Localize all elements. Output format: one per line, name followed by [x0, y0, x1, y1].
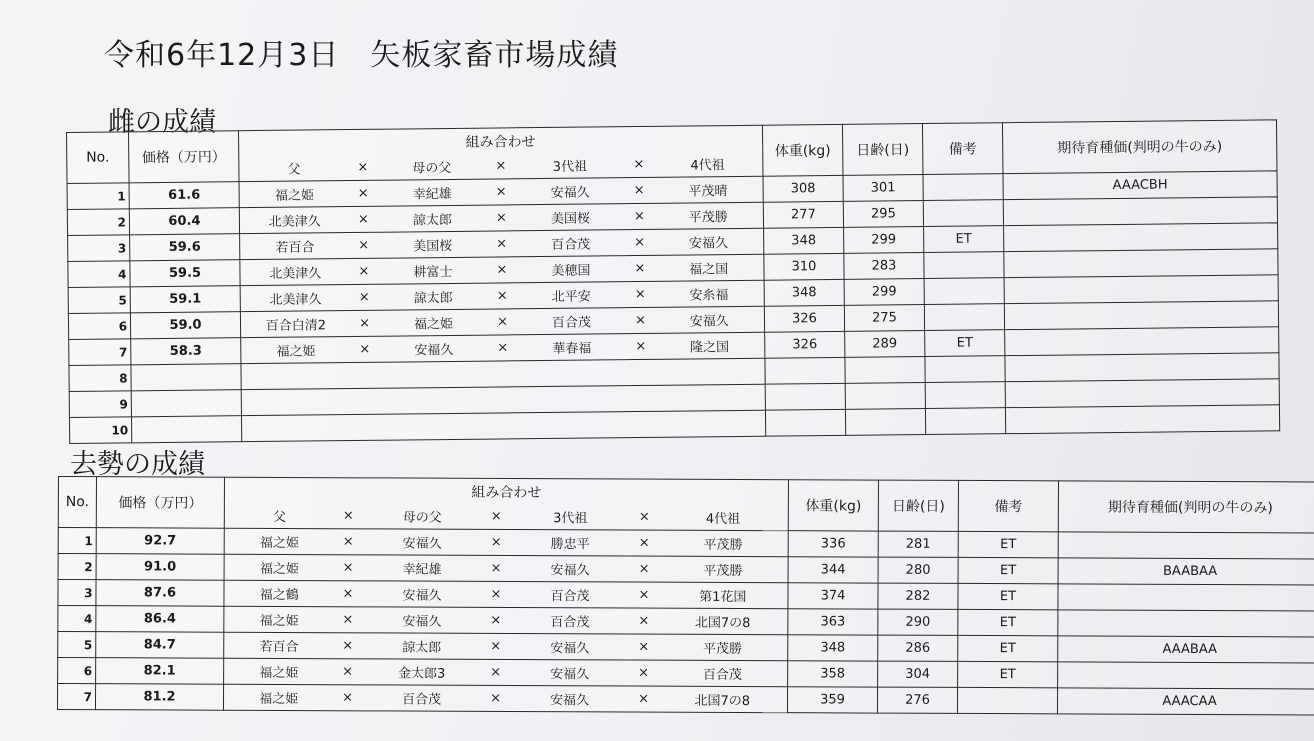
remarks-header: 備考 [922, 123, 1003, 175]
remarks-cell: ET [958, 583, 1058, 609]
female-results-table [66, 119, 1280, 444]
price-header: 価格（万円） [96, 477, 224, 529]
price-cell: 86.4 [96, 606, 224, 633]
cross-mark: × [488, 283, 516, 309]
price-cell [131, 390, 241, 417]
gen4-header: 4代祖 [658, 505, 788, 531]
age-cell: 283 [844, 253, 924, 280]
breeding-value-cell [1004, 275, 1278, 304]
gen3-cell [517, 360, 627, 387]
breeding-value-cell [1004, 301, 1278, 330]
price-cell [131, 416, 241, 443]
remarks-cell: ET [924, 226, 1004, 253]
row-number: 5 [68, 287, 130, 314]
mother-father-header: 母の父 [377, 154, 487, 181]
price-cell: 61.6 [129, 182, 239, 209]
mother-father-cell: 諒太郎 [378, 283, 488, 310]
cross-mark: × [334, 581, 362, 607]
cross-mark: × [626, 281, 654, 307]
mother-father-cell: 安福久 [362, 607, 482, 634]
gen4-cell: 隆之国 [655, 332, 765, 359]
cross-mark: × [349, 155, 377, 181]
no-header: No. [58, 477, 96, 528]
cross-mark: × [349, 206, 377, 232]
cross-mark: × [626, 229, 654, 255]
gen3-cell: 安福久 [509, 685, 629, 712]
row-number: 1 [67, 183, 129, 210]
gen4-cell: 百合茂 [658, 660, 788, 687]
gen3-header: 3代祖 [510, 504, 630, 530]
cross-mark: × [488, 309, 516, 335]
remarks-cell [923, 174, 1003, 201]
father-cell: 福之姫 [224, 554, 334, 580]
weight-cell: 359 [787, 687, 877, 713]
breeding-value-cell: AAACBH [1003, 171, 1277, 200]
mother-father-cell [379, 361, 489, 388]
breeding-value-cell [1058, 532, 1314, 559]
gen4-cell: 福之国 [654, 254, 764, 281]
cross-mark: × [334, 529, 362, 555]
age-cell: 299 [844, 279, 924, 306]
father-cell: 北美津久 [240, 259, 350, 286]
cross-mark [627, 385, 655, 411]
breeding-value-cell: BAABAA [1058, 558, 1314, 585]
father-cell: 福之姫 [239, 181, 349, 208]
father-cell [241, 363, 351, 390]
breeding-value-header: 期待育種価(判明の牛のみ) [1002, 120, 1277, 174]
cross-mark: × [350, 232, 378, 258]
gen4-cell: 安福久 [654, 306, 764, 333]
father-cell [241, 415, 351, 442]
price-cell: 58.3 [131, 338, 241, 365]
weight-cell: 277 [763, 201, 843, 228]
age-cell: 280 [878, 557, 958, 583]
combo-header: 組み合わせ [238, 125, 762, 156]
gen3-cell: 勝忠平 [510, 529, 630, 556]
mother-father-cell: 安福久 [379, 335, 489, 362]
age-cell [845, 357, 925, 384]
gen3-cell: 百合茂 [516, 308, 626, 335]
remarks-cell [925, 408, 1005, 435]
steer-results-table [57, 476, 1314, 716]
cross-mark: × [482, 659, 510, 685]
father-cell: 福之姫 [224, 658, 334, 684]
remarks-cell [957, 687, 1057, 713]
price-cell: 59.0 [130, 312, 240, 339]
cross-mark: × [482, 607, 510, 633]
gen3-cell: 美国桜 [515, 204, 625, 231]
cross-mark: × [630, 530, 658, 556]
cross-mark: × [481, 685, 509, 711]
age-header: 日齢(日) [878, 480, 958, 531]
cross-mark: × [625, 152, 653, 178]
row-number: 9 [69, 391, 131, 418]
cross-mark [351, 362, 379, 388]
row-number: 6 [58, 658, 96, 684]
cross-mark: × [482, 555, 510, 581]
remarks-cell [924, 278, 1004, 305]
cross-mark: × [334, 607, 362, 633]
father-header: 父 [239, 155, 349, 182]
gen3-cell: 北平安 [516, 282, 626, 309]
cross-mark: × [489, 335, 517, 361]
weight-cell: 344 [788, 557, 878, 583]
weight-cell [765, 409, 845, 436]
cross-mark: × [334, 659, 362, 685]
cross-mark: × [482, 529, 510, 555]
mother-father-cell: 幸紀雄 [377, 179, 487, 206]
remarks-cell: ET [958, 557, 1058, 583]
gen4-cell [655, 358, 765, 385]
price-cell [131, 364, 241, 391]
cross-mark: × [630, 582, 658, 608]
gen4-cell: 平茂勝 [658, 556, 788, 583]
gen3-cell [517, 386, 627, 413]
breeding-value-cell [1005, 379, 1279, 408]
cross-mark: × [625, 177, 653, 203]
price-cell: 59.5 [130, 260, 240, 287]
cross-mark: × [627, 333, 655, 359]
breeding-value-cell [1005, 353, 1279, 382]
age-cell: 286 [878, 635, 958, 661]
remarks-header: 備考 [958, 480, 1058, 531]
row-number: 6 [68, 313, 130, 340]
cross-mark: × [334, 555, 362, 581]
age-header: 日齢(日) [842, 124, 923, 176]
gen4-cell: 安糸福 [654, 280, 764, 307]
weight-cell: 348 [764, 279, 844, 306]
mother-father-cell: 安福久 [362, 581, 482, 608]
weight-cell [765, 383, 845, 410]
cross-mark: × [350, 310, 378, 336]
remarks-cell: ET [958, 531, 1058, 557]
gen3-cell: 華春福 [517, 334, 627, 361]
row-number: 3 [58, 580, 96, 606]
mother-father-cell: 福之姫 [378, 309, 488, 336]
cross-mark: × [488, 257, 516, 283]
gen3-cell: 安福久 [510, 659, 630, 686]
row-number: 2 [67, 209, 129, 236]
price-cell: 59.6 [130, 234, 240, 261]
cross-mark [627, 359, 655, 385]
cross-mark: × [626, 255, 654, 281]
row-number: 7 [69, 339, 131, 366]
weight-cell [765, 357, 845, 384]
weight-cell: 348 [764, 227, 844, 254]
age-cell: 289 [845, 331, 925, 358]
cross-mark: × [630, 556, 658, 582]
gen4-cell: 平茂勝 [658, 634, 788, 661]
no-header: No. [67, 132, 130, 184]
cross-mark: × [482, 504, 510, 530]
breeding-value-cell [1058, 584, 1314, 611]
remarks-cell: ET [958, 661, 1058, 687]
cross-mark: × [630, 634, 658, 660]
row-number: 4 [68, 261, 130, 288]
price-header: 価格（万円） [129, 131, 240, 183]
steer-section-title: 去勢の成績 [70, 449, 205, 480]
remarks-cell: ET [958, 609, 1058, 635]
gen3-cell: 安福久 [510, 633, 630, 660]
cross-mark: × [350, 284, 378, 310]
father-cell: 若百合 [224, 632, 334, 658]
cross-mark: × [629, 686, 657, 712]
remarks-cell [924, 252, 1004, 279]
remarks-cell: ET [958, 635, 1058, 661]
cross-mark: × [334, 633, 362, 659]
gen3-cell: 安福久 [510, 555, 630, 582]
cross-mark: × [487, 205, 515, 231]
combo-header: 組み合わせ [224, 477, 788, 505]
mother-father-cell [379, 413, 489, 440]
father-cell: 福之姫 [224, 528, 334, 554]
weight-cell: 336 [788, 531, 878, 557]
weight-cell: 326 [765, 331, 845, 358]
row-number: 3 [68, 235, 130, 262]
cross-mark [351, 414, 379, 440]
breeding-value-cell: AAACAA [1057, 688, 1314, 715]
row-number: 2 [58, 554, 96, 580]
weight-cell: 308 [763, 175, 843, 202]
mother-father-cell: 幸紀雄 [362, 555, 482, 582]
row-number: 7 [57, 684, 95, 710]
mother-father-cell: 諒太郎 [362, 633, 482, 660]
breeding-value-cell [1003, 197, 1277, 226]
gen3-cell: 百合茂 [510, 581, 630, 608]
breeding-value-cell [1005, 405, 1279, 434]
price-cell: 60.4 [129, 208, 239, 235]
mother-father-cell [379, 387, 489, 414]
father-cell: 福之姫 [224, 606, 334, 632]
gen4-cell [655, 384, 765, 411]
price-cell: 91.0 [96, 554, 224, 581]
mother-father-cell: 安福久 [362, 529, 482, 556]
mother-father-cell: 耕富士 [378, 257, 488, 284]
price-cell: 87.6 [96, 580, 224, 607]
price-cell: 84.7 [96, 632, 224, 659]
breeding-value-cell [1004, 223, 1278, 252]
father-cell [241, 389, 351, 416]
father-cell: 北美津久 [239, 207, 349, 234]
cross-mark: × [482, 581, 510, 607]
weight-cell: 326 [764, 305, 844, 332]
gen4-header: 4代祖 [653, 151, 763, 178]
row-number: 10 [69, 417, 131, 444]
breeding-value-cell [1058, 610, 1314, 637]
row-number: 4 [58, 606, 96, 632]
father-header: 父 [224, 503, 334, 529]
age-cell: 304 [878, 661, 958, 687]
breeding-value-cell [1004, 249, 1278, 278]
cross-mark: × [351, 336, 379, 362]
gen4-cell: 平茂勝 [658, 530, 788, 557]
gen4-cell: 第1花国 [658, 582, 788, 609]
breeding-value-cell [1005, 327, 1279, 356]
cross-mark: × [625, 203, 653, 229]
weight-header: 体重(kg) [788, 480, 878, 531]
gen4-cell: 安福久 [654, 228, 764, 255]
mother-father-cell: 諒太郎 [377, 205, 487, 232]
age-cell: 301 [843, 175, 923, 202]
cross-mark [489, 387, 517, 413]
father-cell: 福之姫 [241, 337, 351, 364]
cross-mark: × [349, 180, 377, 206]
gen3-cell: 美穂国 [516, 256, 626, 283]
age-cell: 282 [878, 583, 958, 609]
weight-cell: 348 [788, 635, 878, 661]
father-cell: 北美津久 [240, 285, 350, 312]
price-cell: 82.1 [96, 658, 224, 685]
age-cell [845, 383, 925, 410]
mother-father-header: 母の父 [362, 503, 482, 529]
mother-father-cell: 美国桜 [378, 231, 488, 258]
mother-father-cell: 金太郎3 [362, 659, 482, 686]
gen3-cell: 安福久 [515, 178, 625, 205]
father-cell: 若百合 [240, 233, 350, 260]
gen3-cell: 百合茂 [516, 230, 626, 257]
cross-mark: × [630, 504, 658, 530]
breeding-value-header: 期待育種価(判明の牛のみ) [1058, 481, 1314, 533]
cross-mark: × [488, 231, 516, 257]
weight-cell: 363 [788, 609, 878, 635]
cross-mark [489, 413, 517, 439]
remarks-cell: ET [925, 330, 1005, 357]
weight-header: 体重(kg) [762, 124, 843, 176]
row-number: 5 [58, 632, 96, 658]
price-cell: 59.1 [130, 286, 240, 313]
weight-cell: 358 [788, 661, 878, 687]
row-number: 8 [69, 365, 131, 392]
female-section-title: 雌の成績 [108, 107, 216, 138]
remarks-cell [925, 356, 1005, 383]
age-cell: 281 [878, 531, 958, 557]
gen3-header: 3代祖 [515, 152, 625, 179]
weight-cell: 374 [788, 583, 878, 609]
remarks-cell [924, 304, 1004, 331]
cross-mark: × [482, 633, 510, 659]
age-cell: 295 [843, 201, 923, 228]
cross-mark: × [334, 503, 362, 529]
father-cell: 百合白清2 [240, 311, 350, 338]
gen4-cell: 北国7の8 [657, 686, 787, 713]
cross-mark: × [626, 307, 654, 333]
cross-mark [627, 411, 655, 437]
age-cell: 299 [844, 227, 924, 254]
table-row [57, 684, 1314, 716]
gen4-cell: 北国7の8 [658, 608, 788, 635]
breeding-value-cell: AAABAA [1058, 636, 1314, 663]
remarks-cell [925, 382, 1005, 409]
cross-mark [489, 361, 517, 387]
gen4-cell [655, 410, 765, 437]
gen3-cell: 百合茂 [510, 607, 630, 634]
cross-mark: × [487, 179, 515, 205]
weight-cell: 310 [764, 253, 844, 280]
gen4-cell: 平茂晴 [653, 176, 763, 203]
father-cell: 福之鶴 [224, 580, 334, 606]
page-title: 令和6年12月3日 矢板家畜市場成績 [104, 38, 619, 73]
cross-mark: × [333, 685, 361, 711]
cross-mark: × [630, 608, 658, 634]
breeding-value-cell [1058, 662, 1314, 689]
age-cell [845, 409, 925, 436]
father-cell: 福之姫 [223, 684, 333, 710]
price-cell: 92.7 [96, 528, 224, 555]
age-cell: 290 [878, 609, 958, 635]
age-cell: 276 [877, 687, 957, 713]
cross-mark: × [350, 258, 378, 284]
gen3-cell [517, 412, 627, 439]
cross-mark: × [630, 660, 658, 686]
gen4-cell: 平茂勝 [653, 202, 763, 229]
cross-mark: × [487, 153, 515, 179]
remarks-cell [923, 200, 1003, 227]
age-cell: 275 [844, 305, 924, 332]
row-number: 1 [58, 528, 96, 554]
cross-mark [351, 388, 379, 414]
price-cell: 81.2 [95, 684, 223, 711]
mother-father-cell: 百合茂 [361, 685, 481, 712]
